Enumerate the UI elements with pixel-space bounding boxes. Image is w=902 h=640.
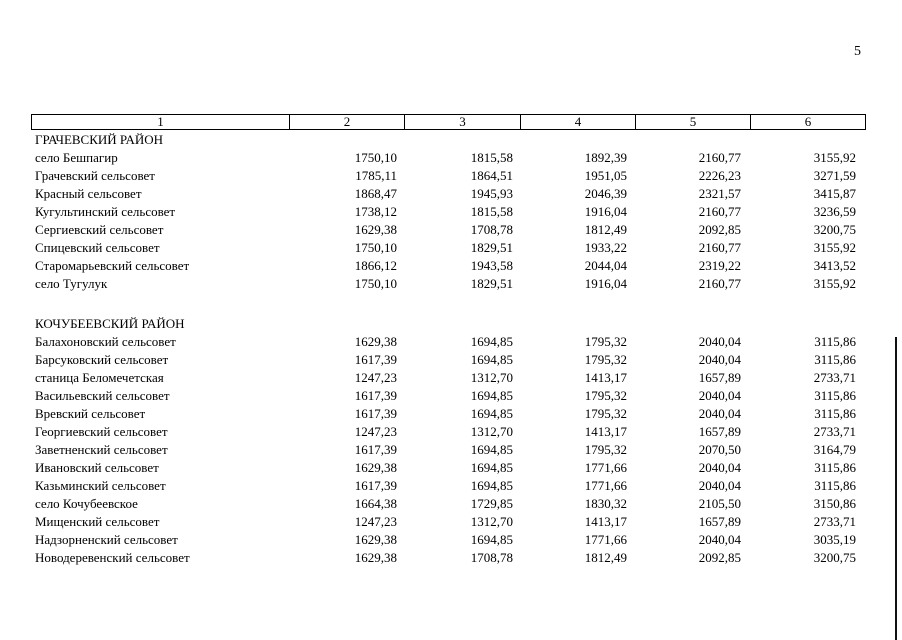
row-value-col-3: 1694,85	[470, 388, 513, 403]
row-value-col-2: 1617,39	[354, 478, 397, 493]
row-value-col-2: 1868,47	[354, 186, 397, 201]
row-value-col-6: 3150,86	[813, 496, 856, 511]
row-value-col-4: 1933,22	[584, 240, 627, 255]
row-value-col-2: 1617,39	[354, 442, 397, 457]
row-name: Георгиевский сельсовет	[35, 424, 168, 439]
row-value-col-2: 1617,39	[354, 352, 397, 367]
row-value-col-2: 1785,11	[355, 168, 397, 183]
row-name: Барсуковский сельсовет	[35, 352, 169, 367]
row-value-col-5: 2321,57	[698, 186, 741, 201]
row-value-col-6: 3271,59	[813, 168, 856, 183]
column-header-6: 6	[751, 115, 866, 130]
table-row	[0, 513, 902, 531]
row-value-col-5: 2040,04	[698, 532, 741, 547]
row-name: Сергиевский сельсовет	[35, 222, 164, 237]
row-value-col-5: 1657,89	[698, 424, 741, 439]
row-value-col-6: 3236,59	[813, 204, 856, 219]
row-value-col-3: 1312,70	[470, 424, 513, 439]
row-value-col-4: 1892,39	[584, 150, 627, 165]
row-value-col-3: 1312,70	[470, 370, 513, 385]
column-header-1: 1	[32, 115, 290, 130]
row-value-col-5: 2040,04	[698, 460, 741, 475]
row-value-col-3: 1694,85	[470, 532, 513, 547]
row-value-col-2: 1247,23	[354, 370, 397, 385]
row-value-col-3: 1815,58	[470, 204, 513, 219]
column-header-3: 3	[405, 115, 521, 130]
row-value-col-6: 3200,75	[813, 222, 856, 237]
row-name: станица Беломечетская	[35, 370, 164, 385]
table-row	[0, 257, 902, 275]
column-header-2: 2	[290, 115, 405, 130]
row-value-col-2: 1750,10	[354, 240, 397, 255]
row-value-col-2: 1629,38	[354, 222, 397, 237]
row-value-col-6: 3115,86	[814, 352, 856, 367]
row-name: Мищенский сельсовет	[35, 514, 160, 529]
row-value-col-6: 2733,71	[813, 424, 856, 439]
table-row	[0, 423, 902, 441]
row-value-col-4: 1916,04	[584, 276, 627, 291]
section-heading: КОЧУБЕЕВСКИЙ РАЙОН	[35, 316, 185, 331]
row-value-col-4: 1795,32	[584, 442, 627, 457]
margin-rule	[895, 337, 897, 640]
row-name: Красный сельсовет	[35, 186, 142, 201]
row-name: село Бешпагир	[35, 150, 118, 165]
row-value-col-3: 1694,85	[470, 460, 513, 475]
row-value-col-4: 1795,32	[584, 406, 627, 421]
row-value-col-6: 3155,92	[813, 150, 856, 165]
row-value-col-5: 2092,85	[698, 222, 741, 237]
row-value-col-5: 2160,77	[698, 150, 741, 165]
table-row	[0, 531, 902, 549]
row-value-col-6: 3115,86	[814, 388, 856, 403]
row-name: село Кочубеевское	[35, 496, 138, 511]
row-value-col-3: 1729,85	[470, 496, 513, 511]
row-value-col-4: 1795,32	[584, 334, 627, 349]
table-row	[0, 387, 902, 405]
row-value-col-2: 1738,12	[354, 204, 397, 219]
table-row	[0, 369, 902, 387]
table-row	[0, 351, 902, 369]
row-value-col-3: 1945,93	[470, 186, 513, 201]
row-name: Ивановский сельсовет	[35, 460, 159, 475]
row-value-col-4: 1830,32	[584, 496, 627, 511]
table-row	[0, 149, 902, 167]
row-value-col-5: 2160,77	[698, 204, 741, 219]
row-value-col-6: 3155,92	[813, 276, 856, 291]
row-value-col-5: 2040,04	[698, 388, 741, 403]
row-value-col-2: 1617,39	[354, 406, 397, 421]
row-value-col-3: 1708,78	[470, 550, 513, 565]
row-value-col-5: 1657,89	[698, 370, 741, 385]
row-name: Вревский сельсовет	[35, 406, 146, 421]
row-value-col-3: 1943,58	[470, 258, 513, 273]
row-value-col-5: 2040,04	[698, 352, 741, 367]
row-value-col-4: 2044,04	[584, 258, 627, 273]
row-value-col-6: 3115,86	[814, 334, 856, 349]
row-value-col-2: 1750,10	[354, 150, 397, 165]
row-value-col-5: 2040,04	[698, 334, 741, 349]
row-name: Васильевский сельсовет	[35, 388, 170, 403]
row-value-col-6: 3155,92	[813, 240, 856, 255]
table-row	[0, 495, 902, 513]
row-name: Балахоновский сельсовет	[35, 334, 176, 349]
table-row	[0, 477, 902, 495]
row-name: Казьминский сельсовет	[35, 478, 166, 493]
row-value-col-5: 2040,04	[698, 406, 741, 421]
page-number: 5	[854, 44, 861, 59]
row-value-col-6: 3035,19	[813, 532, 856, 547]
row-value-col-5: 2160,77	[698, 240, 741, 255]
row-value-col-6: 3115,86	[814, 460, 856, 475]
row-value-col-6: 3200,75	[813, 550, 856, 565]
section-heading: ГРАЧЕВСКИЙ РАЙОН	[35, 132, 164, 147]
row-value-col-3: 1694,85	[470, 478, 513, 493]
row-value-col-4: 1812,49	[584, 222, 627, 237]
table-row	[0, 167, 902, 185]
row-value-col-3: 1694,85	[470, 334, 513, 349]
row-value-col-4: 1812,49	[584, 550, 627, 565]
row-name: Новодеревенский сельсовет	[35, 550, 190, 565]
row-value-col-2: 1664,38	[354, 496, 397, 511]
row-value-col-3: 1864,51	[470, 168, 513, 183]
row-value-col-2: 1247,23	[354, 424, 397, 439]
row-value-col-4: 1795,32	[584, 388, 627, 403]
row-name: Спицевский сельсовет	[35, 240, 160, 255]
row-value-col-3: 1815,58	[470, 150, 513, 165]
row-value-col-2: 1629,38	[354, 532, 397, 547]
table-row	[0, 221, 902, 239]
row-value-col-6: 3115,86	[814, 406, 856, 421]
row-value-col-6: 2733,71	[813, 514, 856, 529]
row-name: Надзорненский сельсовет	[35, 532, 178, 547]
row-value-col-2: 1629,38	[354, 460, 397, 475]
row-value-col-3: 1829,51	[470, 240, 513, 255]
row-value-col-5: 1657,89	[698, 514, 741, 529]
row-name: Старомарьевский сельсовет	[35, 258, 190, 273]
table-row	[0, 185, 902, 203]
row-value-col-4: 1771,66	[584, 460, 627, 475]
row-value-col-5: 2319,22	[698, 258, 741, 273]
row-value-col-3: 1312,70	[470, 514, 513, 529]
row-name: Заветненский сельсовет	[35, 442, 168, 457]
row-value-col-5: 2105,50	[698, 496, 741, 511]
table-row	[0, 333, 902, 351]
row-value-col-6: 3164,79	[813, 442, 856, 457]
row-value-col-5: 2070,50	[698, 442, 741, 457]
table-row	[0, 405, 902, 423]
row-value-col-2: 1750,10	[354, 276, 397, 291]
row-value-col-4: 1951,05	[584, 168, 627, 183]
row-value-col-5: 2160,77	[698, 276, 741, 291]
row-value-col-6: 3413,52	[813, 258, 856, 273]
column-header-row	[32, 115, 866, 130]
table-row	[0, 549, 902, 567]
row-value-col-3: 1694,85	[470, 442, 513, 457]
row-value-col-5: 2092,85	[698, 550, 741, 565]
row-value-col-4: 1413,17	[584, 424, 627, 439]
table-row	[0, 203, 902, 221]
table-row	[0, 275, 902, 293]
table-row	[0, 441, 902, 459]
row-value-col-3: 1694,85	[470, 352, 513, 367]
row-value-col-5: 2226,23	[698, 168, 741, 183]
row-name: Кугультинский сельсовет	[35, 204, 176, 219]
row-value-col-2: 1247,23	[354, 514, 397, 529]
row-value-col-3: 1694,85	[470, 406, 513, 421]
row-value-col-4: 1795,32	[584, 352, 627, 367]
column-header-4: 4	[521, 115, 636, 130]
row-value-col-4: 1771,66	[584, 532, 627, 547]
column-header-table	[31, 114, 866, 130]
row-name: село Тугулук	[35, 276, 108, 291]
row-value-col-2: 1629,38	[354, 550, 397, 565]
row-name: Грачевский сельсовет	[35, 168, 155, 183]
row-value-col-3: 1829,51	[470, 276, 513, 291]
row-value-col-2: 1629,38	[354, 334, 397, 349]
table-row	[0, 239, 902, 257]
row-value-col-6: 3415,87	[813, 186, 856, 201]
row-value-col-4: 2046,39	[584, 186, 627, 201]
column-header-5: 5	[636, 115, 751, 130]
row-value-col-2: 1617,39	[354, 388, 397, 403]
row-value-col-4: 1413,17	[584, 370, 627, 385]
row-value-col-2: 1866,12	[354, 258, 397, 273]
row-value-col-4: 1413,17	[584, 514, 627, 529]
row-value-col-5: 2040,04	[698, 478, 741, 493]
row-value-col-3: 1708,78	[470, 222, 513, 237]
row-value-col-4: 1916,04	[584, 204, 627, 219]
table-row	[0, 459, 902, 477]
row-value-col-6: 2733,71	[813, 370, 856, 385]
row-value-col-4: 1771,66	[584, 478, 627, 493]
row-value-col-6: 3115,86	[814, 478, 856, 493]
